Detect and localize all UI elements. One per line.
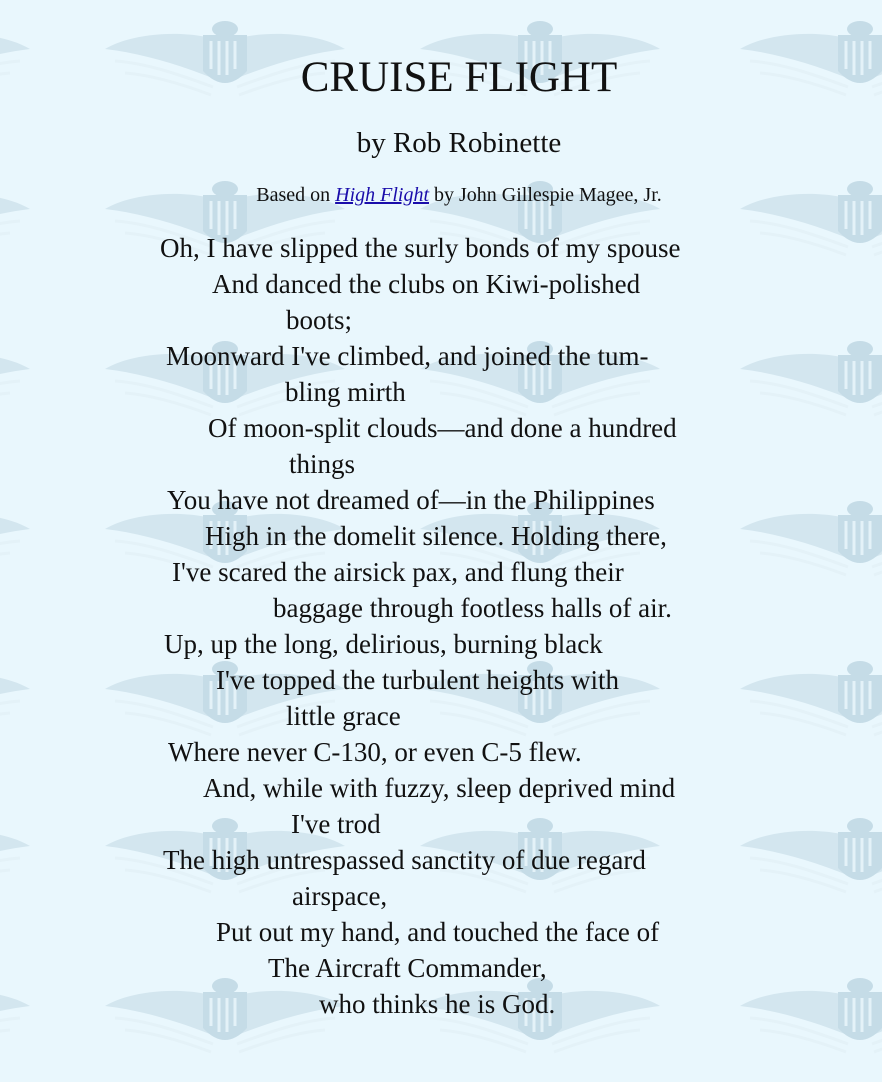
poem-line: And danced the clubs on Kiwi-polished: [212, 269, 641, 299]
poem-line: High in the domelit silence. Holding there,: [205, 521, 667, 551]
poem-line: bling mirth: [285, 377, 406, 407]
poem-line: And, while with fuzzy, sleep deprived mind: [203, 773, 676, 803]
page-title: CRUISE FLIGHT: [300, 54, 618, 101]
poem-line: Where never C-130, or even C-5 flew.: [168, 737, 582, 767]
poem-line: baggage through footless halls of air.: [273, 593, 672, 623]
poem-line: Put out my hand, and touched the face of: [216, 917, 660, 947]
poem-line: Of moon-split clouds—and done a hundred: [208, 413, 677, 443]
poem-line: I've trod: [291, 809, 381, 839]
poem-line: I've topped the turbulent heights with: [216, 665, 620, 695]
poem-line: things: [289, 449, 356, 479]
high-flight-link[interactable]: High Flight: [335, 184, 430, 206]
attribution-line: [0, 183, 882, 207]
poem-line: little grace: [286, 701, 401, 731]
poem-line: who thinks he is God.: [319, 989, 556, 1019]
attribution-prefix: Based on: [256, 184, 331, 206]
poem-line: The high untrespassed sanctity of due regard: [163, 845, 646, 875]
author-byline: by Rob Robinette: [356, 127, 562, 159]
poem-line: The Aircraft Commander,: [268, 953, 547, 983]
poem-line: Oh, I have slipped the surly bonds of my spouse: [160, 233, 681, 263]
poem-line: You have not dreamed of—in the Philippines: [167, 485, 655, 515]
poem-line: boots;: [286, 305, 353, 335]
poem-line: I've scared the airsick pax, and flung their: [172, 557, 624, 587]
poem-line: Moonward I've climbed, and joined the tum-: [166, 341, 649, 371]
attribution-suffix: by John Gillespie Magee, Jr.: [434, 184, 662, 206]
poem-line: Up, up the long, delirious, burning black: [164, 629, 603, 659]
poem-line: airspace,: [292, 881, 388, 911]
